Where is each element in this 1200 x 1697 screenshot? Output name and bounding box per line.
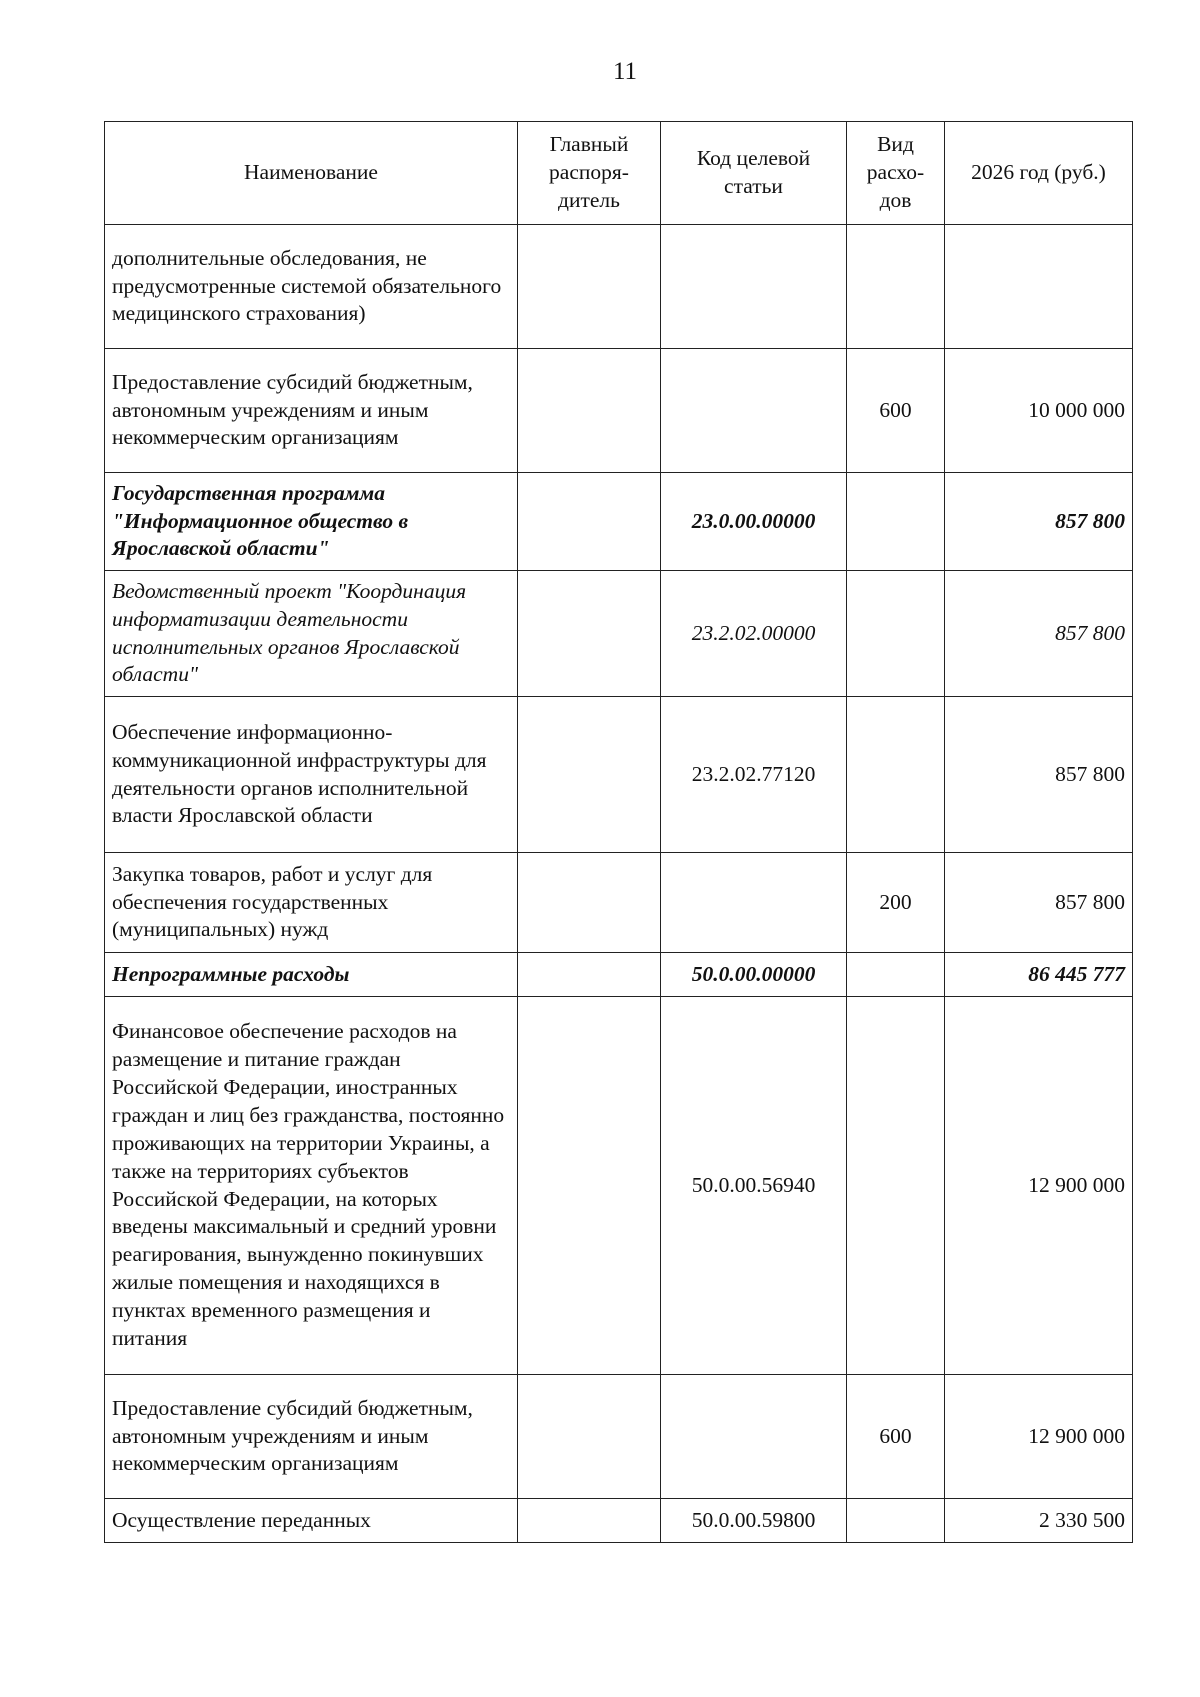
table-row	[105, 953, 1133, 997]
cell-amount: 857 800	[945, 853, 1133, 953]
cell-type	[847, 953, 945, 997]
cell-amount: 857 800	[945, 571, 1133, 697]
cell-type	[847, 225, 945, 349]
cell-type	[847, 1499, 945, 1543]
cell-manager	[518, 571, 661, 697]
cell-code	[661, 853, 847, 953]
table-header-row	[105, 122, 1133, 225]
header-code: Код целевой статьи	[661, 122, 847, 225]
table-row	[105, 1375, 1133, 1499]
header-amount: 2026 год (руб.)	[945, 122, 1133, 225]
cell-amount: 2 330 500	[945, 1499, 1133, 1543]
cell-code	[661, 349, 847, 473]
cell-manager	[518, 853, 661, 953]
cell-name: Закупка товаров, работ и услуг для обеспечения государственных (муниципальных) нужд	[105, 853, 518, 953]
table-row	[105, 853, 1133, 953]
cell-amount: 12 900 000	[945, 997, 1133, 1375]
table-row	[105, 997, 1133, 1375]
cell-manager	[518, 953, 661, 997]
table-row	[105, 697, 1133, 853]
cell-amount: 12 900 000	[945, 1375, 1133, 1499]
cell-code: 23.2.02.77120	[661, 697, 847, 853]
table-row	[105, 225, 1133, 349]
cell-code: 50.0.00.00000	[661, 953, 847, 997]
cell-name: Обеспечение информационно-коммуникационной инфраструктуры для деятельности органов исполнительной власти Ярославской области	[105, 697, 518, 853]
cell-amount: 10 000 000	[945, 349, 1133, 473]
cell-amount	[945, 225, 1133, 349]
header-type: Вид расхо-дов	[847, 122, 945, 225]
cell-manager	[518, 225, 661, 349]
cell-amount: 857 800	[945, 473, 1133, 571]
table-row	[105, 349, 1133, 473]
cell-type	[847, 473, 945, 571]
cell-type: 600	[847, 1375, 945, 1499]
cell-type: 600	[847, 349, 945, 473]
cell-name: Осуществление переданных	[105, 1499, 518, 1543]
cell-code: 23.2.02.00000	[661, 571, 847, 697]
cell-code: 50.0.00.59800	[661, 1499, 847, 1543]
cell-name: Финансовое обеспечение расходов на размещение и питание граждан Российской Федерации, иностранных граждан и лиц без гражданства, постоянно проживающих на территории Украины, а также на территориях субъектов Российской Федерации, на которых введены максимальный и средний уровни реагирования, вынужденно покинувших жилые помещения и находящихся в пунктах временного размещения и питания	[105, 997, 518, 1375]
cell-code	[661, 225, 847, 349]
header-manager: Главный распоря-дитель	[518, 122, 661, 225]
page-number: 11	[612, 58, 638, 85]
cell-amount: 86 445 777	[945, 953, 1133, 997]
cell-code	[661, 1375, 847, 1499]
cell-manager	[518, 349, 661, 473]
budget-table	[104, 121, 1133, 1543]
cell-manager	[518, 1375, 661, 1499]
cell-manager	[518, 997, 661, 1375]
cell-type	[847, 697, 945, 853]
cell-name: Непрограммные расходы	[105, 953, 518, 997]
cell-code: 23.0.00.00000	[661, 473, 847, 571]
cell-type	[847, 997, 945, 1375]
table-row	[105, 571, 1133, 697]
cell-amount: 857 800	[945, 697, 1133, 853]
cell-name: Ведомственный проект "Координация информатизации деятельности исполнительных органов Ярославской области"	[105, 571, 518, 697]
cell-manager	[518, 473, 661, 571]
cell-name: Предоставление субсидий бюджетным, автономным учреждениям и иным некоммерческим организациям	[105, 349, 518, 473]
table-row	[105, 473, 1133, 571]
header-name: Наименование	[105, 122, 518, 225]
cell-type: 200	[847, 853, 945, 953]
cell-code: 50.0.00.56940	[661, 997, 847, 1375]
cell-manager	[518, 697, 661, 853]
cell-name: Предоставление субсидий бюджетным, автономным учреждениям и иным некоммерческим организациям	[105, 1375, 518, 1499]
cell-manager	[518, 1499, 661, 1543]
cell-name: Государственная программа "Информационное общество в Ярославской области"	[105, 473, 518, 571]
cell-type	[847, 571, 945, 697]
table-row	[105, 1499, 1133, 1543]
cell-name: дополнительные обследования, не предусмотренные системой обязательного медицинского страхования)	[105, 225, 518, 349]
